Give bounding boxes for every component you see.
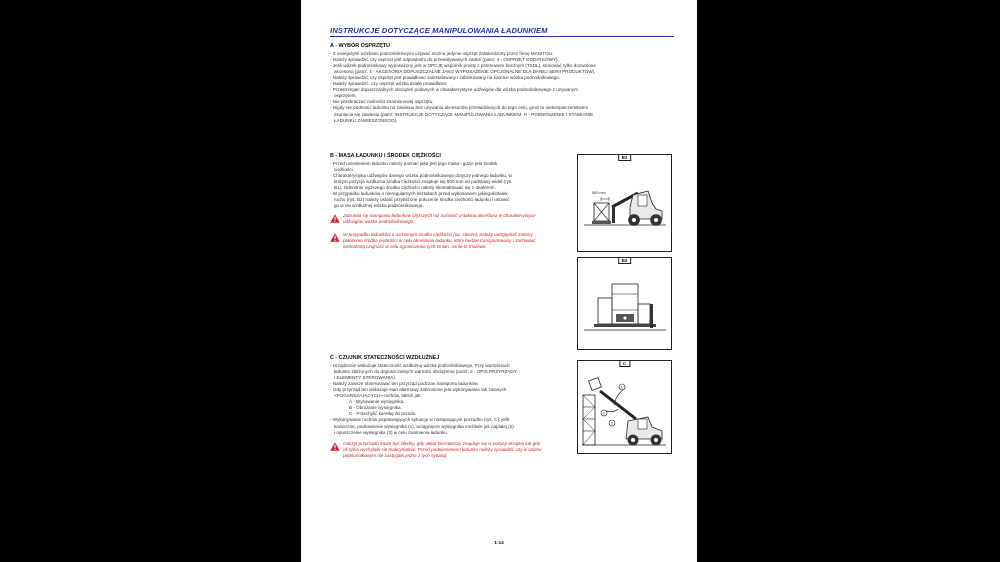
warning-text: Odczyt przyrządu może być błędny, gdy układ kierowniczy znajduje się w pozycji skrajnej lub gdy xyxy=(343,440,541,446)
marker-2: 2 xyxy=(602,411,605,416)
document-page xyxy=(301,0,697,562)
text-line: «POGARSZAJĄCYCH» ruchów, takich jak: xyxy=(334,393,422,399)
text-line: I ELEMENTY STEROWANIA). xyxy=(334,374,397,380)
text-line: ciężkości. xyxy=(334,166,354,172)
text-line: - Należy zawsze obserwować ten przyrząd podczas transportu ładunków. xyxy=(330,380,479,386)
section-c-heading: C - CZUJNIK STATECZNOŚCI WZDŁUŻNEJ xyxy=(330,355,440,361)
irregular-load-illustration xyxy=(578,258,671,349)
page-title: INSTRUKCJE DOTYCZĄCE MANIPULOWANIA ŁADUNKIEM xyxy=(330,26,548,35)
warning-moving-center xyxy=(330,232,575,250)
warning-text: podnośnikowym nie zastygała jedna z tych sytuacji. xyxy=(343,452,448,458)
warning-icon xyxy=(330,214,340,223)
figure-label: B2 xyxy=(618,258,632,264)
text-line: - Gdy przyrząd ten wskazuje stan alarmowy zabronione jest wykonywanie tak zwanych xyxy=(330,386,507,392)
figure-b2 xyxy=(577,257,672,350)
section-a-heading: A - WYBÓR OSPRZĘTU xyxy=(330,43,390,49)
marker-3: 3 xyxy=(610,421,613,426)
text-line: - Wykonywanie ruchów poprawiających sytuację w następującym porządku (rys. C): jeśli xyxy=(330,417,510,423)
warning-text: udźwigów wózka podnośnikowego. xyxy=(343,219,415,225)
text-line: osprzętem. xyxy=(334,93,357,99)
text-line: - Nie przekraczać nośności znamionowej osprzętu. xyxy=(330,99,434,105)
text-line: ruchu (rys. B2) należy ustalić przybliżone położenie środka ciężkości ładunku i ustawić xyxy=(334,197,510,203)
section-b-heading: B - MASA ŁADUNKU I ŚRODEK CIĘŻKOŚCI xyxy=(330,153,441,159)
text-line: ładunku zbliżonych do dopuszczalnych wartości obciążenia (patrz: 2 - OPIS PRZYRZĄDY xyxy=(334,368,517,374)
telehandler-load-center-illustration xyxy=(578,155,671,251)
text-line: którym pozycja wzdłużna środka ciężkości znajduje się 500 mm od podstawy wideł (rys. xyxy=(334,178,513,184)
warning-icon xyxy=(330,233,340,242)
text-line: - W przypadku ładunków o nieregularnych kształtach przed wykonaniem jakiegokolwiek xyxy=(330,191,508,197)
text-line: i opuszczenie wysięgnika (3) w celu zwolnienia ładunku. xyxy=(334,429,449,435)
text-line: - Przed uniesieniem ładunku należy poznać jaka jest jego masa i gdzie jest środek xyxy=(330,160,498,166)
figure-label: B1 xyxy=(618,155,632,161)
text-line: zsunięcia się zawiesia (patrz: INSTRUKCJE DOTYCZĄCE MANIPULOWANIA ŁADUNKIEM: H - PODNOSZENIE I STAWIANIE xyxy=(334,111,594,117)
dimension-label: 500 mm xyxy=(592,191,606,195)
text-line: - Charakterystyka udźwigów danego wózka podnośnikowego dotyczy jednego ładunku, w xyxy=(330,172,512,178)
figure-b1 xyxy=(577,154,672,252)
stability-indicator-illustration xyxy=(578,361,671,453)
text-line: - Należy sprawdzić czy osprzęt jest odpowiedni do przewidywanych zadań (patrz: 4 - OSPRZĘT DODATKOWY). xyxy=(330,56,559,62)
text-line: konieczne, podniesienie wysięgnika (1), wciągnięcie wysięgnika możliwie jak najdalej (2) xyxy=(334,423,514,429)
text-line: B1). Odnośnie wyższego środka ciężkości należy skontaktować się z dealerem. xyxy=(334,184,496,190)
figure-label: C xyxy=(619,361,630,367)
warning-text: oś tylna wychylała się maksymalnie. Przed podniesieniem ładunku należy sprawdzić czy w wózku xyxy=(343,446,542,452)
text-line: akcesoria (patrz: 4 - AKCESORIA DOPUSZCZALNE JAKO WYPOSAŻENIE OPCJONALNE DLA DANEJ SERII PRODUKTÓW). xyxy=(334,68,596,74)
list-item: A - Wysuwanie wysięgnika. xyxy=(349,399,405,405)
text-line: - Jeśli wózek podnośnikowy wyposażony jest w OPCJĘ wspornik prosty z przesuwem bocznym (TSDL), stosować tylko dozwolone xyxy=(330,62,596,68)
warning-load-capacity xyxy=(330,213,575,225)
warning-icon xyxy=(330,442,340,451)
warning-stability-reading xyxy=(330,441,575,459)
warning-text: W przypadku ładunków o ruchomym środku ciężkości (np. ciecze), należy uwzględnić zmiany xyxy=(343,231,533,237)
marker-1: 1 xyxy=(620,385,623,390)
text-line: - Nigdy nie podnosić ładunku na zawiesiu bez używania akcesoriów przewidzianych do tego celu, grozi to niebezpieczeństwem xyxy=(330,105,589,111)
text-line: - Przestrzegać dopuszczalnych obciążeń podanych w charakterystyce udźwigów dla wózka podnośnikowego z używanym xyxy=(330,87,578,93)
title-rule xyxy=(330,36,674,37)
warning-text: położenia środka ciężkości w celu określenia ładunku, który będzie transportowany i zachować xyxy=(343,237,536,243)
text-line: - Z niniejszymi wózkami podnośnikowymi używać można jedynie osprzęt zatwierdzony przez firmę MANITOU. xyxy=(330,50,554,56)
warning-text: Zabrania się transportu ładunków cięższych niż nośność ustalona określona w charakterystyce xyxy=(343,213,536,219)
section-c xyxy=(330,355,575,459)
text-line: ŁADUNKU ZAWIESZONEGO). xyxy=(334,117,398,123)
section-a xyxy=(330,43,596,124)
list-item: B - Obniżanie wysięgnika. xyxy=(349,405,402,411)
text-line: - Należy sprawdzić czy osprzęt jest prawidłowo zainstalowany i zablokowany na karetce wózka podnośnikowego. xyxy=(330,74,561,80)
figure-c xyxy=(577,360,672,454)
section-b xyxy=(330,153,575,250)
warning-text: wzmożoną czujność w celu ograniczenia tych zmian, na ile to możliwe. xyxy=(343,243,487,249)
text-line: - Urządzenie wskazuje stateczność wzdłużną wózka podnośnikowego. Przy wartościach xyxy=(330,362,510,368)
page-number: 1-14 xyxy=(494,541,504,546)
text-line: go w osi wzdłużnej wózka podnośnikowego. xyxy=(334,203,424,209)
list-item: C - Przechylić karetkę do przodu. xyxy=(349,411,417,417)
text-line: - Należy sprawdzić, czy osprzęt wózka działa prawidłowo. xyxy=(330,81,448,87)
